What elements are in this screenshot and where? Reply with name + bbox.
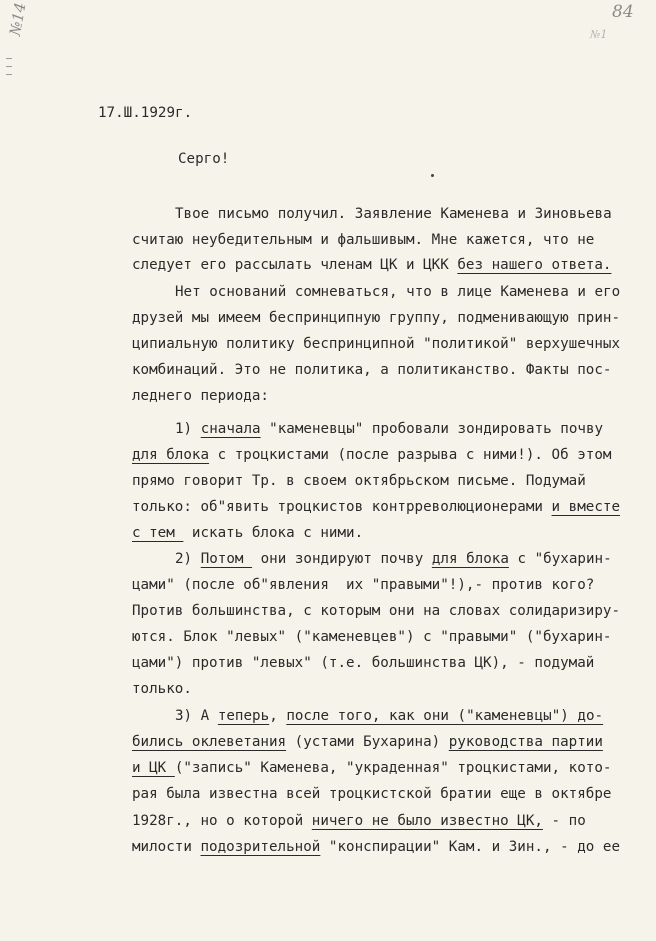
letter-line	[175, 205, 612, 223]
line-text: ,	[269, 708, 287, 724]
line-text: ципиальную политику беспринципной "политикой" верхушечных	[132, 336, 621, 352]
underlined-text: и ЦК	[132, 760, 175, 776]
letter-line	[175, 283, 620, 301]
letter-line	[132, 498, 620, 516]
line-text: (устами Бухарина)	[286, 734, 449, 750]
line-text: Против большинства, с которым они на словах солидаризиру-	[132, 603, 621, 619]
letter-line	[132, 231, 594, 249]
underlined-text: теперь	[217, 708, 270, 724]
line-text: ются. Блок "левых" ("каменевцев") с "правыми" ("бухарин-	[132, 629, 612, 645]
line-text: прямо говорит Тр. в своем октябрьском письме. Подумай	[132, 473, 586, 489]
letter-date: 17.Ш.1929г.	[98, 105, 193, 121]
underlined-text: для блока	[431, 551, 509, 567]
line-text: рая была известна всей троцкистской братии еще в октябре	[132, 786, 612, 802]
underlined-text: для блока	[132, 447, 210, 463]
letter-line	[132, 472, 586, 490]
line-text: комбинаций. Это не политика, а политиканство. Факты пос-	[132, 362, 612, 378]
letter-line	[132, 335, 620, 353]
line-text: друзей мы имеем беспринципную группу, подменивающую прин-	[132, 310, 621, 326]
letter-line	[132, 446, 611, 464]
underlined-text: подозрительной	[200, 839, 321, 855]
line-text: только.	[132, 681, 192, 697]
underlined-text: с тем	[132, 525, 184, 541]
handwritten-archive-number: №14	[6, 1, 30, 38]
line-text: считаю неубедительным и фальшивым. Мне кажется, что не	[132, 232, 595, 248]
letter-line	[132, 680, 192, 698]
underlined-text: после того, как они ("каменевцы") до-	[286, 708, 604, 724]
line-text: они зондируют почву	[252, 551, 432, 567]
margin-mark	[6, 66, 12, 67]
line-text: 3) А	[175, 708, 218, 724]
letter-line	[132, 628, 611, 646]
letter-line	[132, 812, 586, 830]
underlined-text: и вместе	[551, 499, 621, 515]
letter-line	[132, 256, 611, 274]
letter-line	[132, 785, 611, 803]
line-text: - по	[542, 813, 586, 829]
underlined-text: Потом	[200, 551, 253, 567]
line-text: цами" (после об"явления их "правыми"!),- против кого?	[132, 577, 595, 593]
line-text: искать блока с ними.	[183, 525, 364, 541]
ink-dot	[431, 174, 434, 177]
line-text: с троцкистами (после разрыва с ними!). Об этом	[209, 447, 612, 463]
letter-line	[132, 602, 620, 620]
letter-line	[175, 707, 603, 725]
letter-line	[132, 309, 620, 327]
line-text: Нет оснований сомневаться, что в лице Каменева и его	[175, 284, 621, 300]
line-text: ("запись" Каменева, "украденная" троцкистами, кото-	[174, 760, 612, 776]
underlined-text: без нашего ответа.	[457, 257, 612, 273]
line-text: "конспирации" Кам. и Зин., - до ее	[320, 839, 621, 855]
letter-line	[175, 550, 612, 568]
line-text: милости	[132, 839, 201, 855]
underlined-text: ничего не было известно ЦК,	[311, 813, 543, 829]
margin-mark	[6, 58, 12, 59]
faint-handwritten-mark: №1	[590, 28, 608, 41]
letter-line	[132, 733, 603, 751]
margin-mark	[6, 74, 12, 75]
letter-line	[175, 420, 603, 438]
letter-line	[132, 387, 269, 405]
handwritten-page-number: 84	[612, 2, 634, 22]
line-text: Твое письмо получил. Заявление Каменева и Зиновьева	[175, 206, 612, 222]
line-text: 1)	[175, 421, 201, 437]
letter-line	[132, 838, 620, 856]
line-text: 2)	[175, 551, 201, 567]
letter-line	[132, 759, 611, 777]
letter-line	[132, 524, 363, 542]
line-text: только: об"явить троцкистов контрреволюционерами	[132, 499, 552, 515]
line-text: 1928г., но о которой	[132, 813, 312, 829]
line-text: "каменевцы" пробовали зондировать почву	[260, 421, 604, 437]
letter-line	[132, 361, 611, 379]
line-text: с "бухарин-	[508, 551, 612, 567]
underlined-text: бились оклеветания	[132, 734, 287, 750]
letter-line	[132, 654, 594, 672]
letter-line	[132, 576, 594, 594]
line-text: леднего периода:	[132, 388, 269, 404]
line-text: следует его рассылать членам ЦК и ЦКК	[132, 257, 458, 273]
underlined-text: сначала	[200, 421, 261, 437]
underlined-text: руководства партии	[448, 734, 603, 750]
letter-greeting: Серго!	[178, 151, 230, 167]
line-text: цами") против "левых" (т.е. большинства ЦК), - подумай	[132, 655, 595, 671]
